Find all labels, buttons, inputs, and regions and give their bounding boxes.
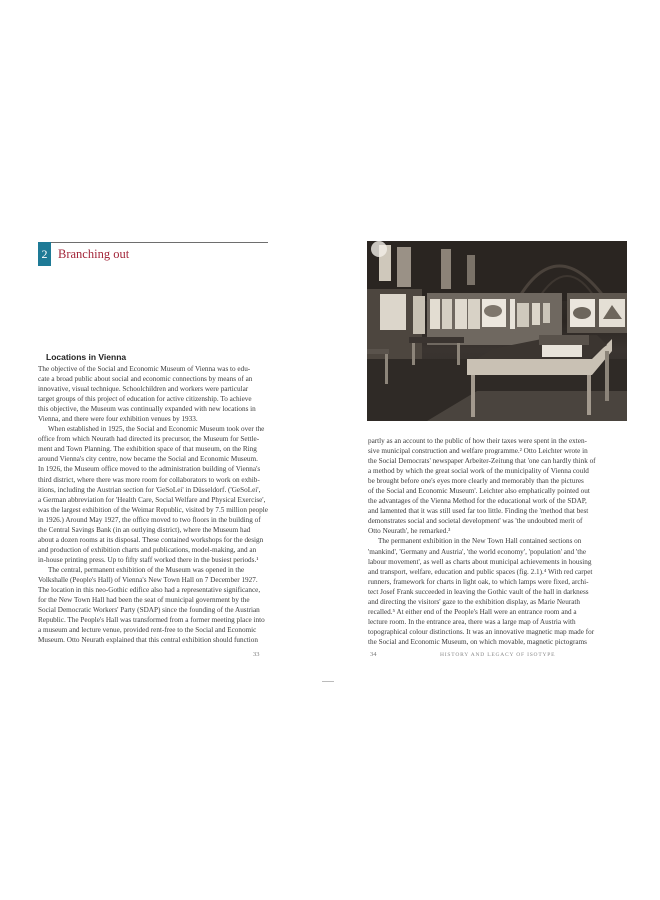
text-line: ment and Town Planning. The exhibition space of that museum, on the Ring xyxy=(38,445,257,454)
text-line: a German abbreviation for 'Health Care, Social Welfare and Physical Exercise', xyxy=(38,495,266,504)
exhibition-hall-illustration xyxy=(367,241,627,421)
text-line: and lamented that it was still used far too little. Finding the 'method that best xyxy=(368,507,589,516)
exhibition-photo xyxy=(367,241,627,421)
text-line: The central, permanent exhibition of the Museum was opened in the xyxy=(48,565,245,574)
text-line: runners, framework for charts in light oak, to which lamps were fixed, archi- xyxy=(368,577,589,586)
text-line: and transport, welfare, education and public spaces (fig. 2.1).⁴ With red carpet xyxy=(368,567,593,576)
text-line: the Central Savings Bank (in an outlying district), where the Museum had xyxy=(38,525,251,534)
text-line: the Social Democrats' newspaper Arbeiter-Zeitung that 'one can hardly think of xyxy=(368,457,596,466)
paragraph xyxy=(38,565,272,645)
text-line: Social Democratic Workers' Party (SDAP) since the founding of the Austrian xyxy=(38,606,260,615)
text-line: the advantages of the Vienna Method for the educational work of the SDAP, xyxy=(368,497,587,506)
text-line: The location in this neo-Gothic edifice also had a representative significance, xyxy=(38,586,261,595)
text-line: demonstrates social and societal development' was 'the undoubted merit of xyxy=(368,517,583,526)
text-line: labour movement', as well as charts about municipal achievements in housing xyxy=(368,557,592,566)
text-line: In 1926, the Museum office moved to the administration building of Vienna's xyxy=(38,465,261,474)
text-line: partly as an account to the public of how their taxes were spent in the exten- xyxy=(368,437,587,445)
text-line: office from which Neurath had directed its precursor, the Museum for Settle- xyxy=(38,435,260,444)
text-line: recalled.⁵ At either end of the People's Hall were an entrance room and a xyxy=(368,607,577,616)
text-line: a museum and lecture venue, provided rent-free to the Social and Economic xyxy=(38,626,257,635)
text-line: about a dozen rooms at its disposal. These contained workshops for the design xyxy=(38,535,264,544)
section-heading: Locations in Vienna xyxy=(46,352,127,362)
paragraph xyxy=(368,436,626,536)
text-line: target groups of this project of education for active citizenship. To achieve xyxy=(38,395,252,404)
text-line: When established in 1925, the Social and Economic Museum took over the xyxy=(48,425,265,434)
text-line: a method by which the great social work of the municipality of Vienna could xyxy=(368,467,589,476)
right-body-text xyxy=(368,436,626,647)
text-line: 'mankind', 'Germany and Austria', 'the world economy', 'population' and 'the xyxy=(368,547,587,556)
chapter-rule xyxy=(38,242,268,243)
text-line: in 1926.) Around May 1927, the office moved to two floors in the building of xyxy=(38,515,261,524)
text-line: itions, including the Austrian section for 'GeSoLei' in Düsseldorf. ('GeSoLei', xyxy=(38,485,261,494)
text-line: the Social and Economic Museum, on which movable, magnetic pictograms xyxy=(368,637,587,646)
text-line: be brought before one's eyes more clearly and memorably than the pictures xyxy=(368,477,584,486)
left-body-text xyxy=(38,364,272,645)
text-line: and directing the visitors' gaze to the exhibition display, as Marie Neurath xyxy=(368,597,581,606)
text-line: lecture room. In the entrance area, there was a large map of Austria with xyxy=(368,617,576,626)
text-line: for the New Town Hall had been the seat of municipal government by the xyxy=(38,596,250,605)
text-line: Republic. The People's Hall was transformed from a former meeting place into xyxy=(38,616,265,625)
text-line: in-house printing press. Up to fifty staff worked there in the busiest periods.¹ xyxy=(38,555,259,564)
text-line: Museum. Otto Neurath explained that this central exhibition should function xyxy=(38,636,258,645)
text-line: The permanent exhibition in the New Town Hall contained sections on xyxy=(378,537,582,546)
paragraph xyxy=(38,364,272,424)
paragraph xyxy=(38,424,272,565)
text-line: was the largest exhibition of the Weimar Republic, visited by 7.5 million people xyxy=(38,505,268,514)
chapter-title: Branching out xyxy=(58,247,130,261)
text-line: of the Social and Economic Museum'. Leichter also emphatically pointed out xyxy=(368,487,590,496)
text-line: Vienna, and there were four exhibition venues by 1933. xyxy=(38,415,198,424)
page-number-right: 34 xyxy=(370,651,377,658)
paragraph xyxy=(368,536,626,647)
text-line: third district, where there was more room for collaborators to work on exhib- xyxy=(38,475,260,484)
text-line: Volkshalle (People's Hall) of Vienna's New Town Hall on 7 December 1927. xyxy=(38,575,258,584)
text-line: Otto Neurath', he remarked.³ xyxy=(368,527,451,536)
page-number-left: 33 xyxy=(253,651,260,658)
running-head: HISTORY AND LEGACY OF ISOTYPE xyxy=(440,652,556,658)
text-line: The objective of the Social and Economic Museum of Vienna was to edu- xyxy=(38,365,251,373)
text-line: this objective, the Museum was continually expanded with new locations in xyxy=(38,405,256,414)
text-line: cate a broad public about social and economic connections by means of an xyxy=(38,375,253,384)
text-line: and production of exhibition charts and publications, model-making, and an xyxy=(38,545,257,554)
right-page xyxy=(330,0,660,900)
text-line: tect Josef Frank succeeded in leaving the Gothic vault of the hall in darkness xyxy=(368,587,589,596)
text-line: topographical colour distinctions. It was an innovative magnetic map made for xyxy=(368,627,595,636)
text-line: sive municipal construction and welfare programme.² Otto Leichter wrote in xyxy=(368,447,588,456)
text-line: innovative, visual technique. Schoolchildren and workers were particular xyxy=(38,385,249,394)
text-line: around Vienna's city centre, now became the Social and Economic Museum. xyxy=(38,455,258,464)
chapter-number-badge: 2 xyxy=(38,242,51,266)
